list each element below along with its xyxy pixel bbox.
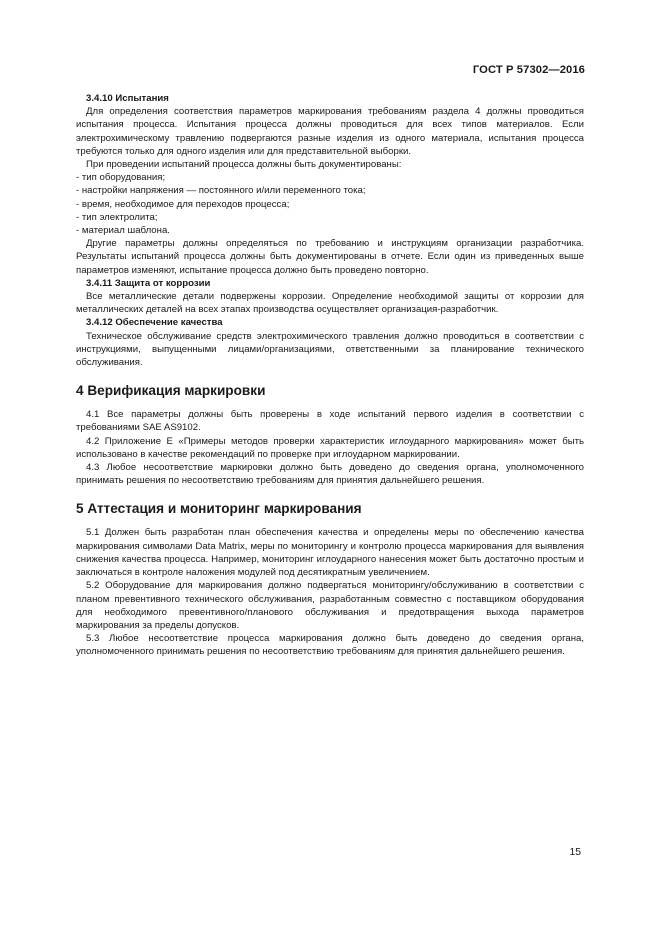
paragraph-3-4-10-2: При проведении испытаний процесса должны быть документированы: (86, 159, 402, 171)
list-item: - время, необходимое для переходов процесса; (76, 198, 584, 211)
list-item: - тип электролита; (76, 211, 584, 224)
paragraph-3-4-10-3: Другие параметры должны определяться по требованию и инструкциям организации разработчика. Результаты испытаний процесса должны быть документированы в отчете. Если один из приведенных выше параметров изменяют, испытание процесса должно быть проведено повторно. (76, 238, 584, 276)
documented-params-list (76, 171, 584, 237)
paragraph-5-1: 5.1 Должен быть разработан план обеспечения качества и определены меры по обеспечению качества маркирования символами Data Matrix, меры по мониторингу и контролю процесса маркирования для выявления снижения качества процесса. Например, мониторинг иглоударного нанесения может быть достаточно простым и заключаться в контроле наложения модулей под десятикратным увеличением. (76, 527, 584, 579)
heading-3-4-12: 3.4.12 Обеспечение качества (86, 317, 223, 329)
document-body (76, 92, 584, 659)
section-4-heading: 4 Верификация маркировки (76, 383, 266, 399)
list-item: - настройки напряжения — постоянного и/или переменного тока; (76, 184, 584, 197)
page-number: 15 (569, 847, 581, 858)
paragraph-3-4-11-1: Все металлические детали подвержены коррозии. Определение необходимой защиты от коррозии для металлических деталей на всех этапах производства осуществляет организация-разработчик. (76, 291, 584, 316)
paragraph-4-3: 4.3 Любое несоответствие маркировки должно быть доведено до сведения органа, уполномоченного принимать решения по несоответствию требованиям для принятия дальнейшего решения. (76, 462, 584, 487)
list-item: - материал шаблона. (76, 224, 584, 237)
document-code: ГОСТ Р 57302—2016 (472, 64, 585, 76)
paragraph-5-2: 5.2 Оборудование для маркирования должно подвергаться мониторингу/обслуживанию в соответствии с планом превентивного технического обслуживания, разработанным совместно с поставщиком оборудования для необходимого превентивного/планового обслуживания и предотвращения выхода параметров маркирования за пределы допусков. (76, 580, 584, 631)
list-item: - тип оборудования; (76, 171, 584, 184)
heading-3-4-10: 3.4.10 Испытания (86, 93, 169, 104)
paragraph-3-4-10-1: Для определения соответствия параметров маркирования требованиям раздела 4 должны проводиться испытания процесса. Испытания процесса должны проводиться для всех типов материалов. Если электрохимическому травлению подвергаются разные изделия из одного материала, испытания процесса требуются только для одного изделия или для представительной выборки. (76, 106, 584, 157)
paragraph-5-3: 5.3 Любое несоответствие процесса маркирования должно быть доведено до сведения органа, уполномоченного принимать решения по несоответствию требованиям для принятия дальнейшего решения. (76, 633, 584, 658)
paragraph-4-2: 4.2 Приложение Е «Примеры методов проверки характеристик иглоударного маркирования» может быть использовано в качестве рекомендаций по проверке при иглоударном маркировании. (76, 435, 584, 460)
section-5-heading: 5 Аттестация и мониторинг маркирования (76, 501, 362, 517)
paragraph-4-1: 4.1 Все параметры должны быть проверены в ходе испытаний первого изделия в соответствии с требованиями SAE AS9102. (76, 409, 584, 434)
paragraph-3-4-12-1: Техническое обслуживание средств электрохимического травления должно проводиться в соответствии с инструкциями, выпущенными лицами/организациями, ответственными за планирование технического обслуживания. (76, 330, 584, 369)
heading-3-4-11: 3.4.11 Защита от коррозии (86, 277, 211, 289)
